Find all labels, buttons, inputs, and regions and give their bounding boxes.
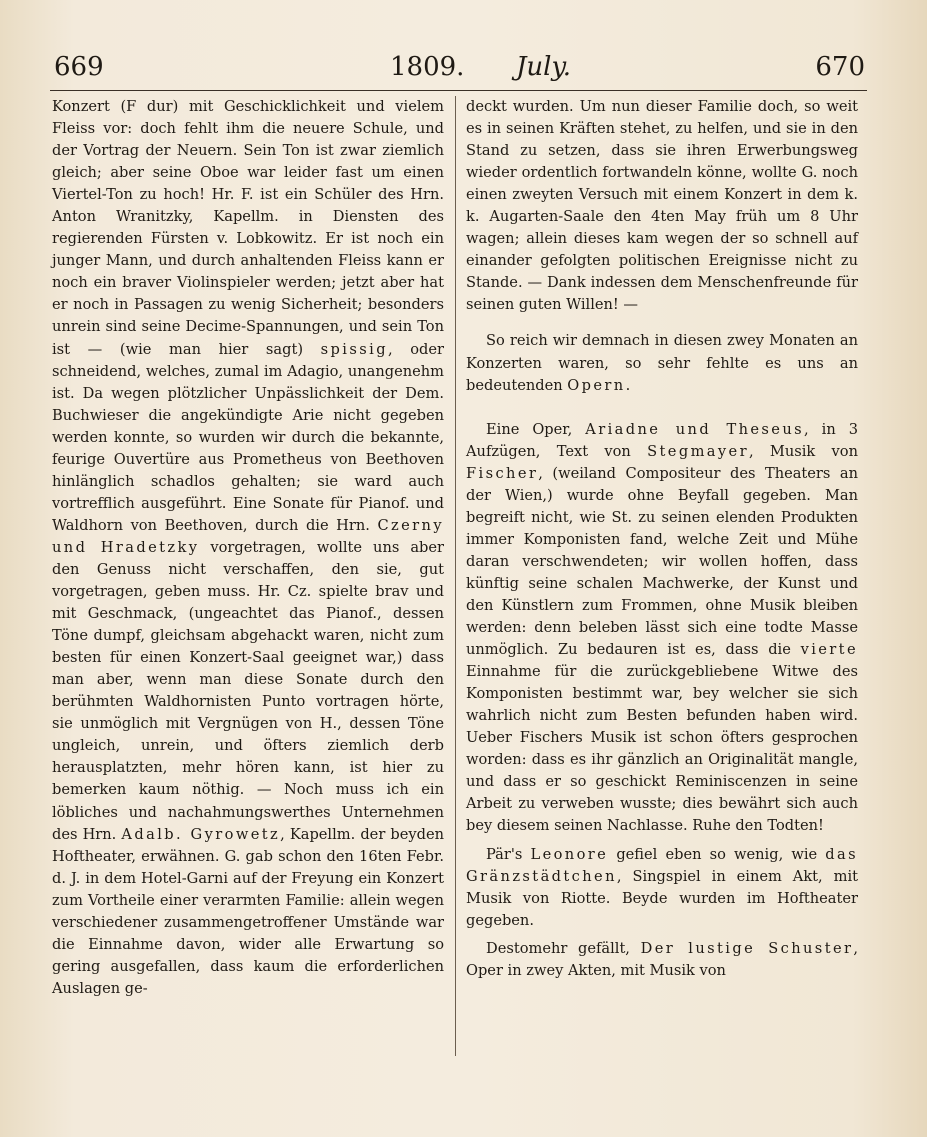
right-column xyxy=(466,96,858,982)
paragraph: Pär's Leonore gefiel eben so wenig, wie das Gränzstädtchen, Singspiel in einem Akt, mit Musik von Riotte. Beyde wurden im Hoftheater gegeben. xyxy=(466,845,858,929)
column-divider xyxy=(455,96,456,1056)
paragraph: Eine Oper, Ariadne und Theseus, in 3 Aufzügen, Text von Stegmayer, Musik von Fischer, (weiland Compositeur des Theaters an der Wien,) wurde ohne Beyfall gegeben. Man begreift nicht, wie St. zu seinen elenden Produkten immer Komponisten fand, welche Zeit und Mühe daran verschwendeten; wir wollen hoffen, dass künftig seine schalen Machwerke, der Kunst und den Künstlern zum Frommen, ohne Musik bleiben werden: denn beleben lässt sich eine todte Masse unmöglich. Zu bedauren ist es, dass die vierte Einnahme für die zurückgebliebene Witwe des Komponisten bestimmt war, bey welcher sie sich wahrlich nicht zum Besten befunden haben wird. Ueber Fischers Musik ist schon öfters gesprochen worden: dass es ihr gänzlich an Originalität mangle, und dass er so geschickt Reminiscenzen in seine Arbeit zu verweben wusste; dies bewährt sich auch bey diesem seinen Nachlasse. Ruhe den Todten! xyxy=(466,420,858,835)
header-month: July. xyxy=(516,52,571,82)
header-rule xyxy=(50,90,867,91)
paragraph: So reich wir demnach in diesen zwey Monaten an Konzerten waren, so sehr fehlte es uns an bedeutenden Opern. xyxy=(466,332,858,394)
header-year: 1809. xyxy=(390,52,465,82)
page-number-right: 670 xyxy=(815,52,865,82)
paragraph: Konzert (F dur) mit Geschicklichkeit und vielem Fleiss vor: doch fehlt ihm die neuere Schule, und der Vortrag der Neuern. Sein Ton ist zwar ziemlich gleich; aber seine Oboe war leider fast um einen Viertel-Ton zu hoch! Hr. F. ist ein Schüler des Hrn. Anton Wranitzky, Kapellm. in Diensten des regierenden Fürsten v. Lobkowitz. Er ist noch ein junger Mann, und durch anhaltenden Fleiss kann er noch ein braver Violinspieler werden; jetzt aber hat er noch in Passagen zu wenig Sicherheit; besonders unrein sind seine Decime-Spannungen, und sein Ton ist — (wie man hier sagt) spissig, oder schneidend, welches, zumal im Adagio, unangenehm ist. Da wegen plötzlicher Unpässlichkeit der Dem. Buchwieser die angekündigte Arie nicht gegeben werden konnte, so wurden wir durch die bekannte, feurige Ouvertüre aus Prometheus von Beethoven hinlänglich schadlos gehalten; sie ward auch vortrefflich ausgeführt. Eine Sonate für Pianof. und Waldhorn von Beethoven, durch die Hrn. Czerny und Hradetzky vorgetragen, wollte uns aber den Genuss nicht verschaffen, den sie, gut vorgetragen, geben muss. Hr. Cz. spielte brav und mit Geschmack, (ungeachtet das Pianof., dessen Töne dumpf, gleichsam abgehackt waren, nicht zum besten für einen Konzert-Saal geeignet war,) dass man aber, wenn man diese Sonate durch den berühmten Waldhornisten Punto vortragen hörte, sie unmöglich mit Vergnügen von H., dessen Töne ungleich, unrein, und öfters ziemlich derb herausplatzten, mehr hören kann, ist hier zu bemerken kaum nöthig. — Noch muss ich ein löbliches und nachahmungswerthes Unternehmen des Hrn. Adalb. Gyrowetz, Kapellm. der beyden Hoftheater, erwähnen. G. gab schon den 16ten Febr. d. J. in dem Hotel-Garni auf der Freyung ein Konzert zum Vortheile einer verarmten Familie: allein wegen verschiedener zusammengetroffener Umstände war die Einnahme davon, wider alle Erwartung so gering ausgefallen, dass kaum die erforderlichen Auslagen ge- xyxy=(52,98,444,997)
paragraph: deckt wurden. Um nun dieser Familie doch, so weit es in seinen Kräften stehet, zu helfen, und sie in den Stand zu setzen, dass sie ihren Erwerbungsweg wieder ordentlich fortwandeln könne, wollte G. noch einen zweyten Versuch mit einem Konzert in dem k. k. Augarten-Saale den 4ten May früh um 8 Uhr wagen; allein dieses kam wegen der so schnell auf einander gefolgten politischen Ereignisse nicht zu Stande. — Dank indessen dem Menschenfreunde für seinen guten Willen! — xyxy=(466,98,858,314)
left-column xyxy=(52,96,444,1000)
paragraph: Destomehr gefällt, Der lustige Schuster, Oper in zwey Akten, mit Musik von xyxy=(466,939,859,979)
page-number-left: 669 xyxy=(54,52,104,82)
page-header xyxy=(50,44,867,92)
